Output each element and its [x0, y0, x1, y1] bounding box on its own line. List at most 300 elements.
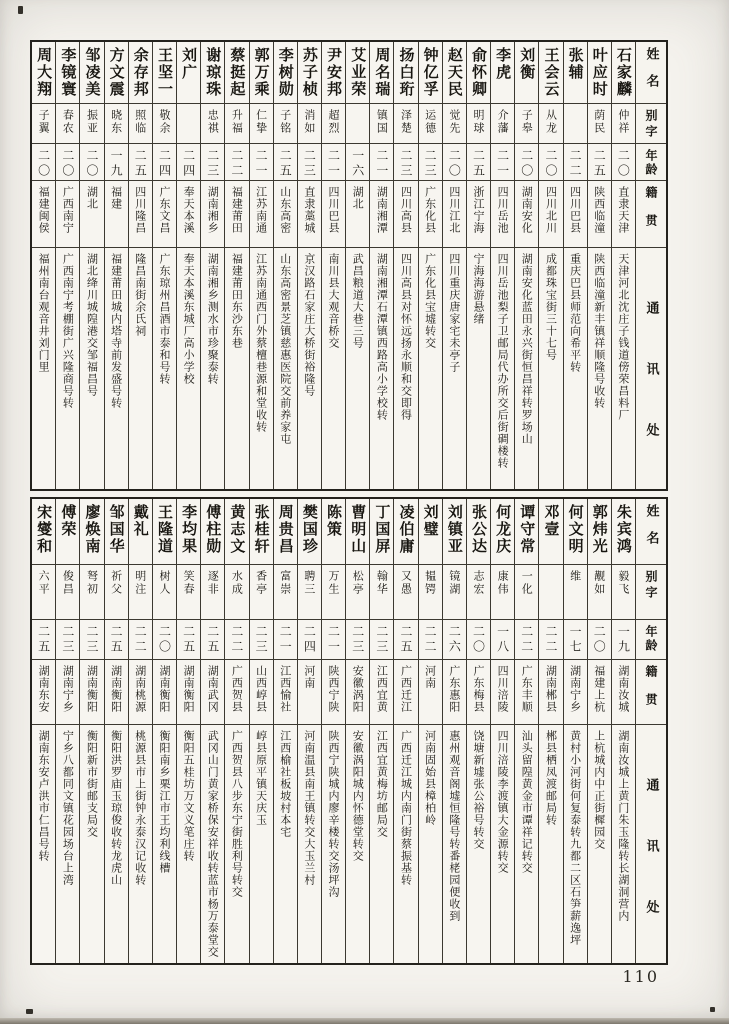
name-cell — [515, 42, 538, 104]
zi-cell-text: 又愚 — [399, 570, 413, 596]
age-cell-text: 二三 — [254, 625, 269, 655]
zi-cell-text: 翰华 — [375, 570, 389, 596]
person-column — [224, 42, 248, 489]
zi-cell — [56, 565, 79, 620]
native-cell-text: 四川巴县 — [568, 186, 582, 234]
zi-cell — [370, 104, 393, 144]
name-cell — [32, 499, 55, 565]
address-cell-text: 湖南湘乡测水市珍聚泰转 — [206, 253, 220, 385]
name-cell — [225, 499, 248, 565]
name-cell-text: 石家麟 — [614, 47, 633, 98]
age-cell — [105, 144, 128, 181]
name-cell — [322, 499, 345, 565]
age-cell-text: 二五 — [399, 625, 414, 655]
native-cell — [225, 181, 248, 248]
scan-artifact — [710, 1007, 715, 1012]
native-cell-text: 湖南安化 — [520, 186, 534, 234]
address-cell — [177, 725, 200, 963]
address-cell — [322, 725, 345, 963]
zi-cell — [491, 104, 514, 144]
native-cell-text: 四川岳池 — [496, 186, 510, 234]
person-column — [466, 42, 490, 489]
age-cell-text: 二〇 — [543, 149, 558, 179]
name-cell-text: 廖焕南 — [83, 504, 102, 555]
address-cell — [539, 725, 562, 963]
name-cell-text: 邹国华 — [107, 504, 126, 555]
name-cell-text: 叶应时 — [590, 47, 609, 98]
address-cell-text: 河南固始县樟柏岭 — [423, 730, 437, 826]
age-cell — [129, 144, 152, 181]
native-cell — [588, 660, 611, 725]
address-cell — [467, 725, 490, 963]
name-cell — [274, 42, 297, 104]
zi-cell — [298, 565, 321, 620]
address-cell-text: 江西宜黄梅坊邮局交 — [375, 730, 389, 838]
person-column — [200, 499, 224, 963]
name-cell — [370, 42, 393, 104]
age-cell-text: 二五 — [109, 625, 124, 655]
address-cell-text: 南川县大观音桥交 — [327, 253, 341, 349]
person-column — [587, 499, 611, 963]
age-cell — [105, 620, 128, 660]
age-cell-text: 二三 — [399, 149, 414, 179]
zi-cell — [56, 104, 79, 144]
age-cell — [201, 144, 224, 181]
address-cell-text: 湖南东安卢洪市仁昌号转 — [37, 730, 51, 862]
address-cell-text: 广西迁江城内南门街蔡振基转 — [399, 730, 413, 886]
age-cell-text: 二二 — [229, 625, 244, 655]
name-cell-text: 张辅 — [566, 47, 585, 81]
name-cell — [105, 499, 128, 565]
address-cell-text: 广西南宁考棚街广兴隆商号转 — [61, 253, 75, 409]
person-column — [297, 499, 321, 963]
name-cell-text: 陈策 — [325, 504, 344, 538]
age-cell — [564, 620, 587, 660]
name-cell — [588, 42, 611, 104]
zi-cell-text: 维 — [568, 570, 582, 583]
age-cell-text: 二五 — [181, 625, 196, 655]
name-cell-text: 张公达 — [469, 504, 488, 555]
address-cell-text: 宁海海游悬绪 — [471, 253, 485, 325]
native-cell — [394, 660, 417, 725]
native-cell — [322, 181, 345, 248]
name-cell-text: 尹安邦 — [325, 47, 344, 98]
address-cell-text: 崞县原平镇天庆玉 — [254, 730, 268, 826]
native-cell — [56, 660, 79, 725]
native-cell — [564, 181, 587, 248]
native-cell — [539, 660, 562, 725]
header-address-label — [636, 248, 666, 489]
zi-cell — [105, 565, 128, 620]
address-cell-text: 四川岳池梨子卫邮局代办所交后街碉楼转 — [496, 253, 510, 469]
person-column — [152, 499, 176, 963]
age-cell — [515, 620, 538, 660]
zi-cell-text: 超烈 — [327, 109, 341, 135]
zi-cell-text: 春农 — [61, 109, 75, 135]
person-column — [249, 42, 273, 489]
native-cell-text: 福建 — [109, 186, 123, 210]
address-cell-text: 奉天本溪东城厂高小学校 — [182, 253, 196, 385]
address-cell-text: 湖南湘潭石潭镇西路高小学校转 — [375, 253, 389, 421]
native-cell — [612, 181, 635, 248]
age-cell — [539, 144, 562, 181]
person-column — [176, 42, 200, 489]
zi-cell — [201, 565, 224, 620]
name-cell — [153, 499, 176, 565]
name-cell-text: 黄志文 — [228, 504, 247, 555]
person-column — [224, 499, 248, 963]
address-cell — [129, 725, 152, 963]
zi-cell — [32, 104, 55, 144]
address-cell-text: 江西榆社板坡村本宅 — [278, 730, 292, 838]
name-cell — [56, 499, 79, 565]
name-cell — [250, 42, 273, 104]
native-cell-text: 浙江宁海 — [471, 186, 485, 234]
name-cell-text: 方文震 — [107, 47, 126, 98]
native-cell-text: 广西南宁 — [61, 186, 75, 234]
native-cell — [129, 660, 152, 725]
native-cell — [105, 181, 128, 248]
native-cell-text: 四川涪陵 — [496, 665, 510, 713]
name-cell-text: 宋燮和 — [35, 504, 54, 555]
zi-cell — [201, 104, 224, 144]
name-cell — [419, 42, 442, 104]
age-cell-text: 二三 — [60, 625, 75, 655]
address-cell — [274, 725, 297, 963]
zi-cell-text: 韫锷 — [423, 570, 437, 596]
age-cell-text: 二五 — [133, 149, 148, 179]
native-cell-text: 湖南衡阳 — [109, 665, 123, 713]
native-cell — [588, 181, 611, 248]
name-cell-text: 傅柱勋 — [204, 504, 223, 555]
name-cell — [177, 42, 200, 104]
person-column — [514, 42, 538, 489]
native-cell — [32, 181, 55, 248]
zi-cell-text: 镜湖 — [447, 570, 461, 596]
name-cell — [467, 499, 490, 565]
header-address-label — [636, 725, 666, 963]
zi-cell — [539, 565, 562, 620]
native-cell — [177, 181, 200, 248]
header-age-label-text: 年龄 — [644, 149, 658, 177]
native-cell-text: 福建莆田 — [230, 186, 244, 234]
name-cell — [153, 42, 176, 104]
native-cell — [80, 181, 103, 248]
native-cell — [177, 660, 200, 725]
header-address-label-text: 通讯处 — [643, 301, 659, 484]
header-native-label-text: 籍贯 — [644, 665, 658, 721]
zi-cell — [443, 565, 466, 620]
name-cell — [564, 42, 587, 104]
person-column — [587, 42, 611, 489]
name-cell — [612, 499, 635, 565]
native-cell-text: 直隶天津 — [616, 186, 630, 234]
age-cell-text: 二三 — [350, 625, 365, 655]
zi-cell — [394, 565, 417, 620]
zi-cell-text: 泽楚 — [399, 109, 413, 135]
address-cell — [32, 248, 55, 489]
name-cell — [274, 499, 297, 565]
name-cell-text: 余存邦 — [131, 47, 150, 98]
header-native-label-text: 籍贯 — [644, 186, 658, 242]
address-cell — [612, 725, 635, 963]
name-cell — [201, 499, 224, 565]
header-age-label — [636, 144, 666, 181]
zi-cell-text: 树人 — [157, 570, 171, 596]
address-cell — [250, 248, 273, 489]
zi-cell-text: 一化 — [520, 570, 534, 596]
address-cell-text: 天津河北沈庄子钱道傍荣昌料厂 — [616, 253, 630, 421]
age-cell-text: 二三 — [84, 625, 99, 655]
native-cell — [346, 660, 369, 725]
address-cell-text: 广东琼州昌酒市泰和号转 — [157, 253, 171, 385]
native-cell-text: 广东化县 — [423, 186, 437, 234]
native-cell-text: 湖南衡阳 — [157, 665, 171, 713]
age-cell — [80, 144, 103, 181]
zi-cell — [129, 565, 152, 620]
zi-cell-text: 志宏 — [471, 570, 485, 596]
age-cell — [298, 620, 321, 660]
native-cell — [274, 660, 297, 725]
person-column — [563, 499, 587, 963]
native-cell-text: 江苏南通 — [254, 186, 268, 234]
address-cell — [346, 725, 369, 963]
age-cell-text: 二一 — [326, 149, 341, 179]
person-column — [55, 42, 79, 489]
name-cell — [56, 42, 79, 104]
zi-cell-text: 升福 — [230, 109, 244, 135]
name-cell — [564, 499, 587, 565]
age-cell — [56, 144, 79, 181]
age-cell — [394, 144, 417, 181]
name-cell — [32, 42, 55, 104]
name-cell-text: 俞怀卿 — [469, 47, 488, 98]
name-cell-text: 蔡挺起 — [228, 47, 247, 98]
zi-cell-text: 晓东 — [109, 109, 123, 135]
address-cell-text: 福建莆田东沙东巷 — [230, 253, 244, 349]
name-cell — [346, 499, 369, 565]
native-cell-text: 广西贺县 — [230, 665, 244, 713]
address-cell — [443, 248, 466, 489]
native-cell-text: 广东文昌 — [157, 186, 171, 234]
name-cell — [443, 499, 466, 565]
zi-cell-text: 运德 — [423, 109, 437, 135]
native-cell-text: 陕西宁陕 — [327, 665, 341, 713]
native-cell — [153, 660, 176, 725]
header-address-label-text: 通讯处 — [643, 778, 659, 961]
person-column — [538, 499, 562, 963]
age-cell — [588, 620, 611, 660]
name-cell — [515, 499, 538, 565]
person-column — [345, 499, 369, 963]
age-cell-text: 二一 — [278, 625, 293, 655]
age-cell — [250, 620, 273, 660]
age-cell-text: 二一 — [495, 149, 510, 179]
zi-cell — [588, 104, 611, 144]
native-cell — [491, 660, 514, 725]
age-cell-text: 二一 — [374, 149, 389, 179]
address-cell — [564, 248, 587, 489]
zi-cell-text: 照临 — [133, 109, 147, 135]
address-cell-text: 河南温县南王镇转交大玉兰村 — [302, 730, 316, 886]
age-cell — [153, 144, 176, 181]
native-cell-text: 奉天本溪 — [182, 186, 196, 234]
person-column — [442, 42, 466, 489]
zi-cell — [177, 104, 200, 144]
header-name-label — [636, 42, 666, 104]
age-cell-text: 二一 — [326, 625, 341, 655]
native-cell-text: 四川巴县 — [327, 186, 341, 234]
person-column — [55, 499, 79, 963]
age-cell — [588, 144, 611, 181]
age-cell-text: 二〇 — [519, 149, 534, 179]
person-column — [128, 42, 152, 489]
name-cell-text: 王会云 — [542, 47, 561, 98]
address-cell — [80, 248, 103, 489]
age-cell — [225, 620, 248, 660]
native-cell-text: 山西崞县 — [254, 665, 268, 713]
age-cell-text: 二二 — [423, 625, 438, 655]
native-cell — [153, 181, 176, 248]
address-cell — [394, 248, 417, 489]
native-cell-text: 福建上杭 — [592, 665, 606, 713]
age-cell-text: 二四 — [157, 149, 172, 179]
person-column — [418, 499, 442, 963]
person-column — [273, 499, 297, 963]
native-cell-text: 湖南衡阳 — [85, 665, 99, 713]
scan-edge — [0, 1018, 729, 1024]
address-cell-text: 重庆巴县师范向希平转 — [568, 253, 582, 373]
address-cell — [539, 248, 562, 489]
zi-cell — [539, 104, 562, 144]
zi-cell — [129, 104, 152, 144]
age-cell-text: 二四 — [181, 149, 196, 179]
age-cell — [612, 620, 635, 660]
address-cell-text: 隆昌南街余氏祠 — [133, 253, 147, 337]
address-cell — [370, 248, 393, 489]
name-cell — [346, 42, 369, 104]
person-column — [273, 42, 297, 489]
address-cell — [56, 725, 79, 963]
name-cell — [129, 499, 152, 565]
zi-cell-text: 子翼 — [37, 109, 51, 135]
zi-cell-text: 觏如 — [592, 570, 606, 596]
name-cell-text: 刘衡 — [518, 47, 537, 81]
name-cell-text: 周大翔 — [35, 47, 54, 98]
native-cell — [515, 660, 538, 725]
person-column — [393, 499, 417, 963]
name-cell-text: 艾业荣 — [349, 47, 368, 98]
person-column — [369, 42, 393, 489]
native-cell-text: 四川北川 — [544, 186, 558, 234]
header-zi-label — [636, 104, 666, 144]
age-cell-text: 二〇 — [60, 149, 75, 179]
address-cell — [105, 725, 128, 963]
person-column — [176, 499, 200, 963]
native-cell — [419, 181, 442, 248]
native-cell — [298, 181, 321, 248]
address-cell-text: 安徽涡阳城内怀德堂转交 — [351, 730, 365, 862]
name-cell-text: 邹凌美 — [83, 47, 102, 98]
zi-cell — [467, 104, 490, 144]
scan-artifact — [26, 1009, 33, 1014]
age-cell — [274, 620, 297, 660]
address-cell — [346, 248, 369, 489]
address-cell — [153, 725, 176, 963]
name-cell — [80, 42, 103, 104]
name-cell-text: 丁国屏 — [373, 504, 392, 555]
native-cell-text: 广西迁江 — [399, 665, 413, 713]
address-cell — [491, 248, 514, 489]
zi-cell — [612, 104, 635, 144]
zi-cell — [564, 104, 587, 144]
native-cell-text: 河南 — [423, 665, 437, 689]
native-cell-text: 广东丰顺 — [520, 665, 534, 713]
header-name-label — [636, 499, 666, 565]
native-cell-text: 安徽涡阳 — [351, 665, 365, 713]
native-cell — [346, 181, 369, 248]
age-cell — [32, 620, 55, 660]
person-column — [514, 499, 538, 963]
zi-cell-text: 忠祺 — [206, 109, 220, 135]
zi-cell-text: 仁挚 — [254, 109, 268, 135]
age-cell-text: 二二 — [229, 149, 244, 179]
zi-cell — [225, 565, 248, 620]
address-cell — [56, 248, 79, 489]
address-cell-text: 衡阳新市街邮支局交 — [85, 730, 99, 838]
zi-cell — [274, 565, 297, 620]
age-cell — [274, 144, 297, 181]
address-cell — [225, 248, 248, 489]
name-cell — [467, 42, 490, 104]
age-cell — [225, 144, 248, 181]
age-cell — [370, 620, 393, 660]
native-cell — [201, 660, 224, 725]
age-cell-text: 二六 — [447, 625, 462, 655]
address-cell — [443, 725, 466, 963]
zi-cell-text: 敬余 — [157, 109, 171, 135]
age-cell — [491, 144, 514, 181]
age-cell-text: 二二 — [543, 625, 558, 655]
zi-cell-text: 荫民 — [592, 109, 606, 135]
register-table-top — [30, 40, 668, 491]
person-column — [369, 499, 393, 963]
person-column — [249, 499, 273, 963]
name-cell-text: 苏子桢 — [300, 47, 319, 98]
zi-cell — [298, 104, 321, 144]
name-cell — [177, 499, 200, 565]
age-cell — [539, 620, 562, 660]
native-cell — [370, 660, 393, 725]
register-table-bottom — [30, 497, 668, 965]
name-cell — [539, 42, 562, 104]
name-cell-text: 刘镇亚 — [445, 504, 464, 555]
address-cell-text: 福建莆田城内塔寺前发盛号转 — [109, 253, 123, 409]
native-cell — [539, 181, 562, 248]
person-column — [611, 42, 635, 489]
zi-cell-text: 祈父 — [109, 570, 123, 596]
native-cell-text: 湖南宁乡 — [568, 665, 582, 713]
name-cell — [250, 499, 273, 565]
age-cell-text: 二三 — [374, 625, 389, 655]
native-cell — [443, 660, 466, 725]
zi-cell-text: 俊昌 — [61, 570, 75, 596]
address-cell-text: 湖北绛川城隍港交邹福昌号 — [85, 253, 99, 397]
person-column — [152, 42, 176, 489]
native-cell-text: 湖北 — [85, 186, 99, 210]
native-cell — [564, 660, 587, 725]
native-cell-text: 湖北 — [351, 186, 365, 210]
